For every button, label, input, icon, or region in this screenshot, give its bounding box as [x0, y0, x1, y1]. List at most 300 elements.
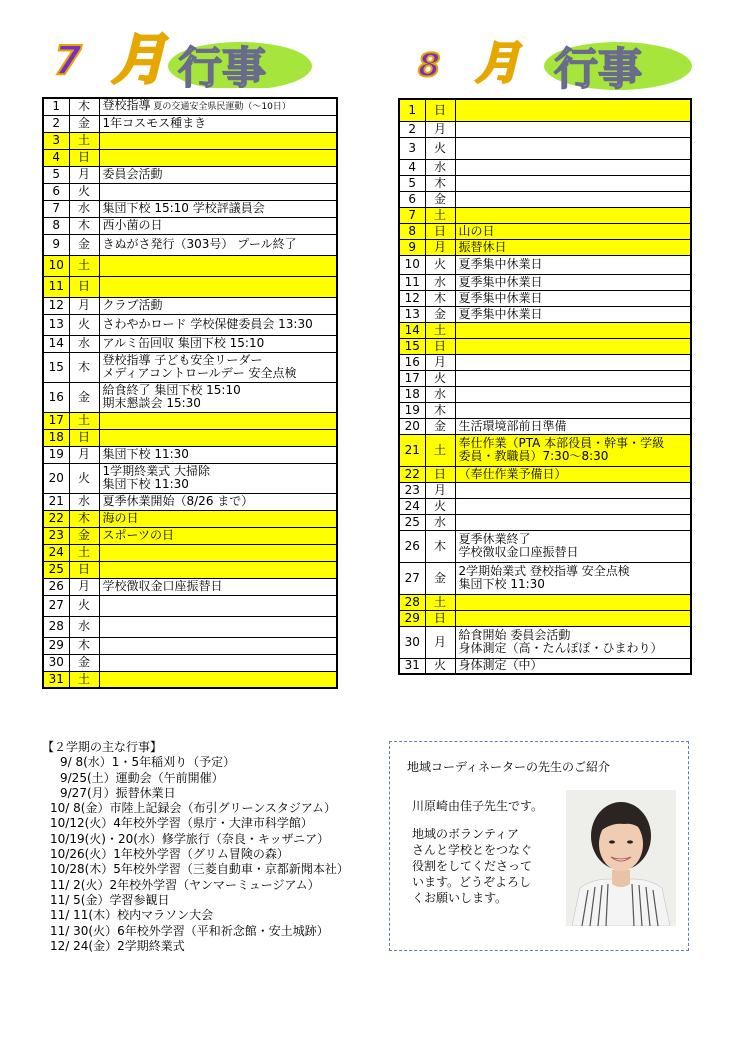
weekday: 水 [69, 493, 99, 510]
event-cell [455, 255, 691, 274]
day-number: 15 [43, 352, 69, 382]
event-cell [455, 338, 691, 354]
calendar-row [399, 159, 691, 175]
coordinator-photo [566, 790, 676, 926]
day-number: 10 [399, 255, 425, 274]
day-number: 28 [43, 616, 69, 637]
day-number: 16 [399, 354, 425, 370]
calendar-row [399, 594, 691, 610]
day-number: 9 [399, 239, 425, 255]
calendar-row [399, 418, 691, 434]
event-text: 奉仕作業（PTA 本部役員・幹事・学級 [458, 436, 665, 450]
day-number: 5 [399, 175, 425, 191]
event-text: 夏季集中休業日 [458, 290, 543, 305]
weekday: 土 [69, 412, 99, 429]
calendar-row [43, 149, 337, 166]
calendar-row [399, 370, 691, 386]
event-cell [99, 166, 337, 183]
event-text: 給食開始 委員会活動 [458, 628, 571, 642]
day-number: 8 [43, 217, 69, 234]
event-cell [99, 276, 337, 297]
calendar-row [399, 610, 691, 626]
event-cell [99, 595, 337, 616]
july-title-number: 7 [54, 38, 82, 84]
day-number: 29 [43, 637, 69, 654]
event-text: 給食終了 集団下校 15:10 [102, 383, 241, 397]
weekday: 火 [69, 463, 99, 493]
calendar-row [43, 561, 337, 578]
weekday: 木 [425, 290, 455, 306]
weekday: 木 [69, 217, 99, 234]
event-cell [455, 322, 691, 338]
coordinator-message-line: います。どうぞよろし [412, 875, 532, 889]
calendar-row [43, 429, 337, 446]
day-number: 22 [399, 466, 425, 482]
coordinator-box [389, 741, 689, 951]
weekday: 月 [425, 482, 455, 498]
day-number: 18 [399, 386, 425, 402]
event-subtext: 夏の交通安全県民運動（～10日） [150, 102, 291, 113]
day-number: 11 [399, 274, 425, 290]
july-title [42, 28, 342, 88]
event-text-line2: 身体測定（高・たんぽぽ・ひまわり） [458, 641, 663, 655]
calendar-row [43, 335, 337, 352]
weekday: 日 [425, 99, 455, 121]
weekday: 金 [425, 191, 455, 207]
event-cell [455, 386, 691, 402]
calendar-row [399, 498, 691, 514]
event-text: 登校指導 [102, 98, 151, 113]
event-cell [455, 223, 691, 239]
event-cell [99, 314, 337, 335]
calendar-row [43, 132, 337, 149]
day-number: 17 [399, 370, 425, 386]
event-cell [99, 200, 337, 217]
event-cell [99, 217, 337, 234]
day-number: 21 [399, 434, 425, 466]
event-cell [99, 544, 337, 561]
event-cell [455, 530, 691, 562]
event-cell [99, 671, 337, 688]
event-text-line2: メディアコントロールデー 安全点検 [102, 366, 297, 380]
weekday: 月 [69, 166, 99, 183]
event-text-line2: 委員・教職員）7:30～8:30 [458, 449, 609, 463]
weekday: 金 [69, 527, 99, 544]
weekday: 月 [425, 239, 455, 255]
day-number: 31 [43, 671, 69, 688]
term2-item: 9/27(月）振替休業日 [60, 785, 176, 800]
event-cell [99, 429, 337, 446]
weekday: 土 [69, 132, 99, 149]
coordinator-title: 地域コーディネーターの先生のご紹介 [407, 760, 611, 774]
july-title-event: 行事 [178, 43, 266, 88]
event-text-line2: 学校徴収金口座振替日 [458, 545, 579, 559]
term2-item: 11/ 5(金）学習参観日 [50, 892, 170, 907]
event-cell [99, 382, 337, 412]
weekday: 日 [69, 429, 99, 446]
day-number: 1 [399, 99, 425, 121]
event-cell [455, 562, 691, 594]
day-number: 27 [399, 562, 425, 594]
event-cell [99, 527, 337, 544]
event-cell [455, 239, 691, 255]
weekday: 火 [69, 595, 99, 616]
day-number: 2 [399, 121, 425, 137]
august-title [408, 30, 708, 90]
coordinator-name: 川原崎由佳子先生です。 [412, 799, 544, 813]
july-calendar [42, 97, 338, 689]
day-number: 26 [399, 530, 425, 562]
calendar-row [399, 99, 691, 121]
day-number: 11 [43, 276, 69, 297]
weekday: 火 [425, 370, 455, 386]
weekday: 土 [425, 594, 455, 610]
calendar-row [43, 616, 337, 637]
weekday: 日 [425, 610, 455, 626]
event-cell [455, 370, 691, 386]
august-title-number: 8 [418, 46, 441, 84]
event-cell [99, 446, 337, 463]
day-number: 12 [399, 290, 425, 306]
event-text: スポーツの日 [102, 528, 175, 542]
event-text: クラブ活動 [102, 298, 163, 312]
event-text-line2: 集団下校 11:30 [458, 577, 545, 591]
weekday: 土 [425, 207, 455, 223]
calendar-row [399, 402, 691, 418]
day-number: 23 [43, 527, 69, 544]
event-text: 1学期終業式 大掃除 [102, 464, 210, 478]
calendar-row [399, 306, 691, 322]
calendar-row [399, 466, 691, 482]
day-number: 13 [43, 314, 69, 335]
day-number: 25 [399, 514, 425, 530]
event-cell [455, 466, 691, 482]
weekday: 月 [425, 121, 455, 137]
event-cell [99, 115, 337, 132]
day-number: 7 [399, 207, 425, 223]
day-number: 6 [43, 183, 69, 200]
weekday: 木 [69, 352, 99, 382]
day-number: 24 [399, 498, 425, 514]
calendar-row [399, 175, 691, 191]
event-text: 集団下校 15:10 学校評議員会 [102, 201, 265, 215]
event-cell [99, 234, 337, 255]
weekday: 木 [425, 402, 455, 418]
day-number: 30 [43, 654, 69, 671]
day-number: 6 [399, 191, 425, 207]
calendar-row [43, 352, 337, 382]
event-text: 夏季集中休業日 [458, 274, 543, 289]
day-number: 1 [43, 98, 69, 115]
day-number: 12 [43, 297, 69, 314]
day-number: 28 [399, 594, 425, 610]
weekday: 月 [69, 446, 99, 463]
event-cell [99, 98, 337, 115]
event-cell [455, 498, 691, 514]
weekday: 木 [69, 510, 99, 527]
event-text: 1年コスモス種まき [102, 116, 207, 130]
weekday: 月 [425, 626, 455, 658]
event-cell [99, 352, 337, 382]
calendar-row [43, 255, 337, 276]
weekday: 月 [425, 354, 455, 370]
event-text: 夏季休業開始（8/26 まで） [102, 494, 254, 508]
day-number: 5 [43, 166, 69, 183]
weekday: 木 [425, 175, 455, 191]
event-cell [99, 149, 337, 166]
event-text: 身体測定（中） [458, 658, 543, 673]
weekday: 土 [69, 544, 99, 561]
calendar-row [399, 191, 691, 207]
day-number: 29 [399, 610, 425, 626]
weekday: 金 [69, 234, 99, 255]
day-number: 20 [399, 418, 425, 434]
calendar-row [399, 386, 691, 402]
event-cell [455, 99, 691, 121]
event-cell [99, 132, 337, 149]
weekday: 金 [425, 418, 455, 434]
weekday: 水 [69, 616, 99, 637]
calendar-row [43, 544, 337, 561]
event-cell [99, 510, 337, 527]
coordinator-message-line: くお願いします。 [412, 891, 508, 905]
calendar-row [43, 671, 337, 688]
calendar-row [399, 658, 691, 674]
event-cell [455, 626, 691, 658]
calendar-row [399, 530, 691, 562]
day-number: 15 [399, 338, 425, 354]
calendar-row [399, 626, 691, 658]
weekday: 火 [69, 314, 99, 335]
calendar-row [399, 290, 691, 306]
weekday: 土 [69, 255, 99, 276]
calendar-row [43, 510, 337, 527]
weekday: 日 [425, 338, 455, 354]
calendar-row [43, 578, 337, 595]
weekday: 木 [69, 637, 99, 654]
day-number: 18 [43, 429, 69, 446]
event-cell [455, 434, 691, 466]
portrait-image [566, 790, 676, 926]
event-cell [455, 594, 691, 610]
day-number: 17 [43, 412, 69, 429]
day-number: 14 [399, 322, 425, 338]
august-calendar [398, 98, 692, 675]
weekday: 月 [69, 297, 99, 314]
weekday: 水 [69, 200, 99, 217]
calendar-row [43, 527, 337, 544]
coordinator-message-line: 地域のボランティア [412, 827, 520, 841]
day-number: 13 [399, 306, 425, 322]
event-cell [455, 191, 691, 207]
day-number: 26 [43, 578, 69, 595]
calendar-row [399, 274, 691, 290]
event-text: 集団下校 11:30 [102, 447, 189, 461]
calendar-row [399, 322, 691, 338]
event-cell [455, 290, 691, 306]
day-number: 3 [399, 137, 425, 159]
weekday: 日 [425, 466, 455, 482]
weekday: 水 [425, 514, 455, 530]
event-cell [99, 297, 337, 314]
calendar-row [43, 234, 337, 255]
calendar-row [399, 207, 691, 223]
event-text: 山の日 [458, 223, 495, 238]
event-text-line2: 期末懇談会 15:30 [102, 396, 201, 410]
event-cell [99, 183, 337, 200]
day-number: 14 [43, 335, 69, 352]
term2-list [42, 755, 349, 954]
event-cell [99, 412, 337, 429]
day-number: 9 [43, 234, 69, 255]
july-title-art [42, 28, 342, 88]
day-number: 23 [399, 482, 425, 498]
calendar-row [43, 166, 337, 183]
event-text: 生活環境部前日準備 [458, 418, 567, 433]
day-number: 19 [43, 446, 69, 463]
day-number: 31 [399, 658, 425, 674]
term2-item: 10/19(火)・20(水）修学旅行（奈良・キッザニア） [50, 831, 330, 846]
calendar-row [43, 183, 337, 200]
calendar-row [399, 482, 691, 498]
term2-item: 10/ 8(金）市陸上記録会（布引グリーンスタジアム） [50, 801, 337, 816]
event-cell [455, 482, 691, 498]
calendar-row [43, 412, 337, 429]
weekday: 火 [425, 255, 455, 274]
event-text: 海の日 [102, 511, 139, 525]
weekday: 金 [69, 115, 99, 132]
event-text: （奉仕作業予備日） [458, 466, 567, 481]
weekday: 木 [425, 530, 455, 562]
event-text: 夏季集中休業日 [458, 306, 543, 321]
day-number: 27 [43, 595, 69, 616]
day-number: 4 [43, 149, 69, 166]
event-text: 委員会活動 [102, 167, 163, 181]
weekday: 木 [69, 98, 99, 115]
coordinator-message-line: 役割をしてくださって [412, 859, 533, 873]
term2-item: 9/ 8(水）1・5年稲刈り（予定） [60, 755, 236, 770]
event-cell [99, 616, 337, 637]
calendar-row [43, 382, 337, 412]
calendar-row [43, 463, 337, 493]
day-number: 2 [43, 115, 69, 132]
august-title-event: 行事 [554, 44, 642, 90]
weekday: 火 [425, 137, 455, 159]
event-cell [99, 561, 337, 578]
calendar-row [43, 595, 337, 616]
term2-item: 12/ 24(金）2学期終業式 [50, 938, 185, 953]
term2-item: 11/ 11(木）校内マラソン大会 [50, 908, 214, 923]
event-cell [455, 274, 691, 290]
day-number: 10 [43, 255, 69, 276]
event-cell [455, 610, 691, 626]
august-title-art [408, 30, 708, 90]
event-cell [99, 335, 337, 352]
calendar-row [43, 115, 337, 132]
day-number: 7 [43, 200, 69, 217]
event-text: 西小菌の日 [102, 218, 163, 232]
coordinator-message-line: さんと学校とをつなぐ [412, 843, 533, 857]
day-number: 21 [43, 493, 69, 510]
event-cell [455, 159, 691, 175]
calendar-row [43, 98, 337, 115]
term2-item: 9/25(土）運動会（午前開催） [60, 770, 224, 785]
calendar-row [43, 637, 337, 654]
weekday: 土 [425, 322, 455, 338]
calendar-row [43, 446, 337, 463]
term2-item: 10/12(火）4年校外学習（県庁・大津市科学館） [50, 816, 313, 831]
term2-item: 10/26(火）1年校外学習（グリム冒険の森） [50, 847, 289, 862]
event-cell [99, 578, 337, 595]
weekday: 金 [425, 562, 455, 594]
weekday: 火 [425, 658, 455, 674]
august-title-month: 月 [476, 38, 520, 89]
day-number: 20 [43, 463, 69, 493]
calendar-row [43, 654, 337, 671]
event-text: 振替休日 [458, 239, 507, 254]
term2-item: 10/28(木）5年校外学習（三菱自動車・京都新聞本社） [50, 862, 349, 877]
weekday: 水 [425, 386, 455, 402]
event-text: 夏季集中休業日 [458, 257, 543, 271]
event-cell [99, 493, 337, 510]
weekday: 水 [425, 274, 455, 290]
calendar-row [399, 121, 691, 137]
day-number: 16 [43, 382, 69, 412]
event-text: 登校指導 子ども安全リーダー [102, 353, 263, 367]
weekday: 日 [425, 223, 455, 239]
event-text: 夏季休業終了 [458, 532, 531, 546]
term2-item: 11/ 30(火）6年校外学習（平和祈念館・安土城跡） [50, 923, 329, 938]
event-cell [455, 121, 691, 137]
event-text: アルミ缶回収 集団下校 15:10 [102, 336, 265, 350]
event-cell [455, 418, 691, 434]
event-cell [99, 654, 337, 671]
event-cell [455, 658, 691, 674]
day-number: 25 [43, 561, 69, 578]
weekday: 金 [425, 306, 455, 322]
event-cell [99, 463, 337, 493]
calendar-row [43, 200, 337, 217]
event-text-line2: 集団下校 11:30 [102, 477, 189, 491]
day-number: 22 [43, 510, 69, 527]
calendar-row [399, 514, 691, 530]
coordinator-message [412, 826, 532, 906]
day-number: 8 [399, 223, 425, 239]
weekday: 金 [69, 654, 99, 671]
event-text: きぬがさ発行（303号） プール終了 [102, 237, 297, 251]
calendar-row [43, 217, 337, 234]
term2-heading: 【２学期の主な行事】 [42, 740, 163, 754]
calendar-row [399, 137, 691, 159]
weekday: 日 [69, 276, 99, 297]
calendar-row [399, 338, 691, 354]
weekday: 火 [69, 183, 99, 200]
calendar-row [43, 493, 337, 510]
day-number: 19 [399, 402, 425, 418]
calendar-row [399, 354, 691, 370]
event-cell [455, 354, 691, 370]
event-cell [455, 207, 691, 223]
weekday: 日 [69, 149, 99, 166]
event-cell [99, 637, 337, 654]
term2-events [42, 740, 349, 954]
event-cell [455, 175, 691, 191]
weekday: 金 [69, 382, 99, 412]
day-number: 4 [399, 159, 425, 175]
calendar-row [399, 255, 691, 274]
calendar-row [399, 434, 691, 466]
july-title-month: 月 [112, 28, 166, 88]
